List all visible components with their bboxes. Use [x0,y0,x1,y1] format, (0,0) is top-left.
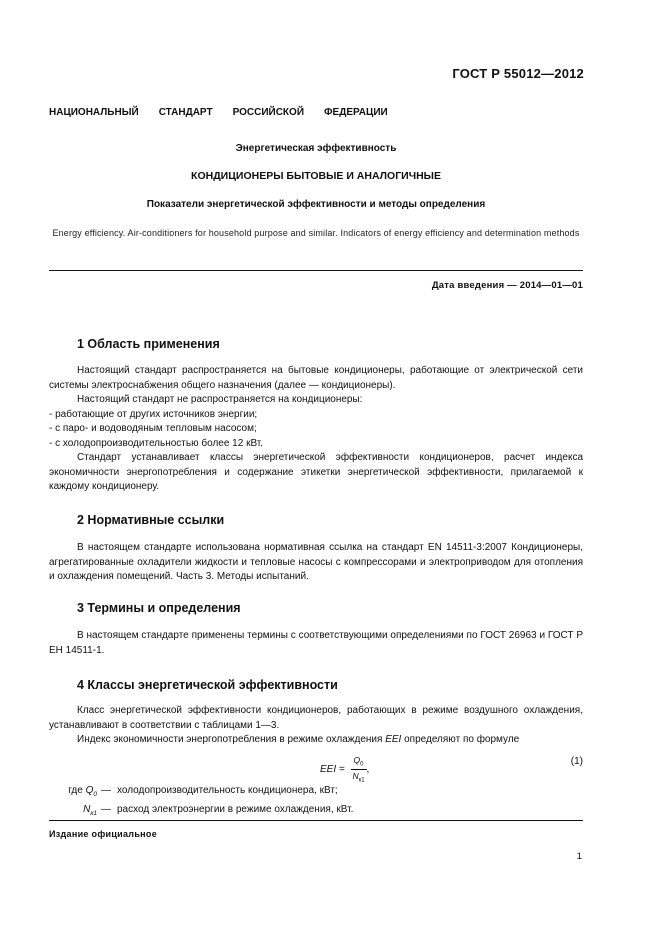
title-topic: Энергетическая эффективность [235,143,397,154]
formula-eei [320,755,369,783]
header-divider [49,270,583,271]
definition-text: холодопроизводительность кондиционера, кВт; [117,785,338,796]
footer-divider [49,820,583,821]
definition-symbol [49,784,101,803]
list-item: - с холодопроизводительностью более 12 кВт. [49,437,264,449]
banner-word: НАЦИОНАЛЬНЫЙ [49,107,139,118]
list-item: - работающие от других источников энергии; [49,408,258,420]
paragraph: Настоящий стандарт распространяется на бытовые кондиционеры, работающие от электрической сети системы электроснабжения общего назначения (далее — кондиционеры). [49,365,583,391]
text-run: определяют по формуле [401,734,520,745]
section-2-body [49,541,583,585]
paragraph: Класс энергетической эффективности кондиционеров, работающих в режиме воздушного охлаждения, устанавливают в соответствии с таблицами 1—3. [49,705,583,731]
national-standard-banner [49,107,583,118]
definition-dash: — [101,803,111,815]
eei-symbol: EEI [385,734,402,745]
definition-row [49,784,583,803]
page-number: 1 [576,851,582,862]
official-edition-label: Издание официальное [49,829,158,839]
section-4-body [49,704,583,748]
symbol: Q [353,755,361,765]
definition-symbol [49,803,101,822]
section-4-heading: 4 Классы энергетической эффективности [77,678,338,692]
section-1-body [49,364,583,495]
text-run: где [68,785,86,796]
subscript: 0 [360,761,364,768]
subscript: к1 [90,809,97,817]
standard-number: ГОСТ Р 55012—2012 [452,66,584,81]
title-subtitle: Показатели энергетической эффективности и методы определения [146,199,486,210]
section-1-heading: 1 Область применения [77,337,220,351]
subscript: к1 [358,777,365,784]
section-3-heading: 3 Термины и определения [77,601,241,615]
definition-dash: — [101,785,111,796]
section-3-body [49,629,583,658]
paragraph: В настоящем стандарте использована нормативная ссылка на стандарт EN 14511-3:2007 Кондиционеры, агрегатированные охладители жидкости и тепловые насосы с компрессорами и электроприводом для отопления и охлаждения помещений. Часть 3. Методы испытаний. [49,542,583,582]
text-run: Индекс экономичности энергопотребления в режиме охлаждения [77,734,386,745]
formula-fraction [351,755,367,783]
list-item: - с паро- и водоводяным тепловым насосом; [49,423,257,434]
banner-word: ФЕДЕРАЦИИ [324,107,388,118]
section-2-heading: 2 Нормативные ссылки [77,513,225,527]
paragraph: В настоящем стандарте применены термины с соответствующими определениями по ГОСТ 26963 и ГОСТ Р ЕН 14511-1. [49,630,583,656]
definition-text: расход электроэнергии в режиме охлаждения, кВт. [117,803,354,815]
paragraph: Стандарт устанавливает классы энергетической эффективности кондиционеров, расчет индекса экономичности энергопотребления и содержание этикетки энергетической эффективности, прилагаемой к каждому кондиционеру. [49,452,583,492]
formula-definitions [49,784,583,821]
formula-lhs: EEI = [320,763,345,775]
formula-trailing-comma: , [366,763,370,775]
paragraph: Настоящий стандарт не распространяется на кондиционеры: [77,394,363,405]
banner-word: РОССИЙСКОЙ [232,107,305,118]
equation-number: (1) [570,756,583,767]
symbol: N [352,770,359,781]
introduction-date: Дата введения — 2014—01—01 [431,280,583,291]
formula-numerator [351,755,367,770]
definition-row [49,803,583,822]
title-main: КОНДИЦИОНЕРЫ БЫТОВЫЕ И АНАЛОГИЧНЫЕ [191,170,441,182]
formula-denominator [351,770,367,784]
banner-word: СТАНДАРТ [158,107,213,118]
title-english: Energy efficiency. Air-conditioners for household purpose and similar. Indicators of energy efficiency and determination methods [52,228,580,238]
symbol: N [83,803,91,815]
subscript: 0 [93,791,97,798]
paragraph [49,733,583,748]
symbol: Q [85,785,94,796]
